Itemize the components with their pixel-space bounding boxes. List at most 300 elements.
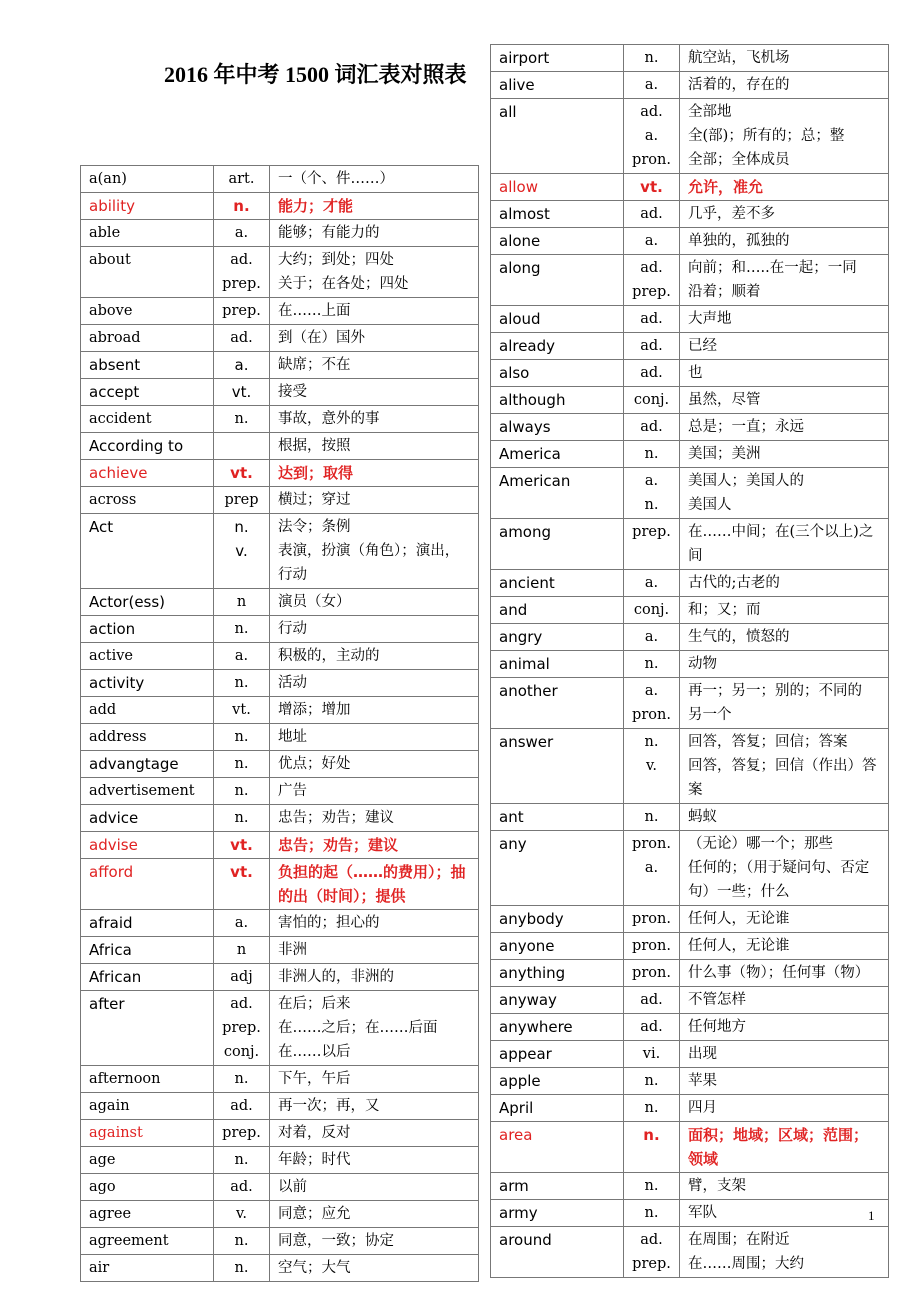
vocab-row — [81, 1201, 479, 1228]
vocab-row — [491, 1041, 889, 1068]
pos-cell — [624, 1173, 680, 1200]
meaning-cell: 也 — [680, 360, 889, 387]
meaning-cell: 四月 — [680, 1095, 889, 1122]
word-cell: aloud — [491, 306, 624, 333]
pos-cell — [624, 519, 680, 570]
pos-cell — [624, 831, 680, 906]
vocab-table-right-body — [491, 45, 889, 1278]
pos-label: n. — [644, 50, 659, 66]
meaning-cell: 向前；和…..在一起；一同 沿着；顺着 — [680, 255, 889, 306]
pos-cell — [214, 964, 270, 991]
meaning-cell: 行动 — [270, 616, 479, 643]
pos-label: conj. — [223, 1044, 260, 1060]
vocab-row — [81, 325, 479, 352]
word-cell: air — [81, 1255, 214, 1282]
meaning-cell: 同意；应允 — [270, 1201, 479, 1228]
word-cell: allow — [491, 174, 624, 201]
meaning-cell: 允许，准允 — [680, 174, 889, 201]
vocab-row — [491, 624, 889, 651]
meaning-cell: 忠告；劝告；建议 — [270, 805, 479, 832]
word-cell: achieve — [81, 460, 214, 487]
meaning-cell: 在周围；在附近 在……周围；大约 — [680, 1227, 889, 1278]
pos-label: a. — [644, 473, 659, 489]
meaning-cell: 回答，答复；回信；答案 回答，答复；回信（作出）答案 — [680, 729, 889, 804]
pos-label: n. — [644, 1100, 659, 1116]
word-cell: advertisement — [81, 778, 214, 805]
pos-label: ad. — [640, 419, 663, 435]
pos-cell — [214, 433, 270, 460]
meaning-cell: 缺席；不在 — [270, 352, 479, 379]
vocab-row — [81, 910, 479, 937]
pos-cell — [214, 724, 270, 751]
word-cell: along — [491, 255, 624, 306]
meaning-cell: 一（个、件……） — [270, 166, 479, 193]
word-cell: advice — [81, 805, 214, 832]
word-cell: answer — [491, 729, 624, 804]
pos-cell — [624, 1068, 680, 1095]
word-cell: around — [491, 1227, 624, 1278]
pos-cell — [214, 352, 270, 379]
pos-cell — [214, 670, 270, 697]
pos-label: v. — [235, 542, 248, 560]
pos-cell — [624, 306, 680, 333]
pos-label: n. — [644, 1178, 659, 1194]
meaning-cell: 苹果 — [680, 1068, 889, 1095]
pos-label: n. — [233, 197, 250, 215]
pos-cell — [214, 379, 270, 406]
pos-cell — [214, 325, 270, 352]
word-cell: ancient — [491, 570, 624, 597]
word-cell: already — [491, 333, 624, 360]
meaning-cell: 法令；条例 表演，扮演（角色）；演出，行动 — [270, 514, 479, 589]
word-cell: Act — [81, 514, 214, 589]
pos-label: ad. — [230, 996, 253, 1012]
pos-cell — [214, 1201, 270, 1228]
pos-cell — [624, 174, 680, 201]
word-cell: anyway — [491, 987, 624, 1014]
word-cell: address — [81, 724, 214, 751]
meaning-cell: 忠告；劝告；建议 — [270, 832, 479, 859]
meaning-cell: 生气的，愤怒的 — [680, 624, 889, 651]
vocab-row — [81, 166, 479, 193]
word-cell: and — [491, 597, 624, 624]
word-cell: army — [491, 1200, 624, 1227]
pos-cell — [214, 805, 270, 832]
meaning-cell: 演员（女） — [270, 589, 479, 616]
vocab-row — [81, 805, 479, 832]
word-cell: advise — [81, 832, 214, 859]
pos-label: vt. — [230, 863, 253, 881]
vocab-row — [81, 670, 479, 697]
word-cell: another — [491, 678, 624, 729]
pos-cell — [214, 1228, 270, 1255]
meaning-cell: 到（在）国外 — [270, 325, 479, 352]
vocab-row — [81, 1228, 479, 1255]
meaning-cell: 再一；另一；别的；不同的 另一个 — [680, 678, 889, 729]
pos-cell — [624, 360, 680, 387]
meaning-cell: 航空站，飞机场 — [680, 45, 889, 72]
pos-cell — [214, 1174, 270, 1201]
vocab-row — [81, 1120, 479, 1147]
word-cell: anybody — [491, 906, 624, 933]
vocab-row — [491, 99, 889, 174]
pos-label: ad. — [230, 1179, 253, 1195]
vocab-row — [81, 859, 479, 910]
word-cell: ability — [81, 193, 214, 220]
pos-cell — [624, 1122, 680, 1173]
meaning-cell: 不管怎样 — [680, 987, 889, 1014]
meaning-cell: 同意，一致；协定 — [270, 1228, 479, 1255]
pos-label: n. — [644, 656, 659, 672]
pos-cell — [214, 616, 270, 643]
vocab-row — [81, 964, 479, 991]
vocab-row — [491, 441, 889, 468]
word-cell: agree — [81, 1201, 214, 1228]
pos-cell — [214, 751, 270, 778]
pos-cell — [624, 414, 680, 441]
pos-cell — [624, 1095, 680, 1122]
pos-cell — [214, 1255, 270, 1282]
vocab-row — [81, 193, 479, 220]
meaning-cell: 横过；穿过 — [270, 487, 479, 514]
word-cell: area — [491, 1122, 624, 1173]
meaning-cell: 害怕的；担心的 — [270, 910, 479, 937]
pos-label: pron. — [632, 938, 671, 954]
word-cell: alive — [491, 72, 624, 99]
pos-cell — [624, 387, 680, 414]
pos-cell — [624, 255, 680, 306]
meaning-cell: 在……上面 — [270, 298, 479, 325]
pos-label: ad. — [640, 206, 663, 222]
pos-label: n. — [234, 1233, 249, 1249]
word-cell: again — [81, 1093, 214, 1120]
pos-label: a. — [644, 860, 659, 876]
vocab-row — [81, 697, 479, 724]
vocab-row — [81, 937, 479, 964]
pos-cell — [624, 729, 680, 804]
vocab-table-right — [490, 44, 889, 1278]
vocab-row — [491, 72, 889, 99]
word-cell: appear — [491, 1041, 624, 1068]
pos-label: ad. — [230, 252, 253, 268]
meaning-cell: 动物 — [680, 651, 889, 678]
pos-label: a. — [644, 629, 659, 645]
meaning-cell: 任何人，无论谁 — [680, 906, 889, 933]
pos-label: a. — [644, 233, 659, 249]
word-cell: after — [81, 991, 214, 1066]
meaning-cell: 任何地方 — [680, 1014, 889, 1041]
pos-label: prep. — [222, 1125, 261, 1141]
page-number: 1 — [868, 1208, 875, 1223]
pos-label: vt. — [232, 702, 251, 718]
vocab-row — [81, 589, 479, 616]
word-cell: among — [491, 519, 624, 570]
meaning-cell: 地址 — [270, 724, 479, 751]
vocab-row — [81, 1093, 479, 1120]
word-cell: anywhere — [491, 1014, 624, 1041]
word-cell: also — [491, 360, 624, 387]
vocab-row — [491, 651, 889, 678]
pos-label: a. — [234, 915, 249, 931]
pos-label — [216, 434, 267, 458]
pos-label: n. — [234, 1152, 249, 1168]
meaning-cell: 根据，按照 — [270, 433, 479, 460]
pos-cell — [624, 651, 680, 678]
pos-cell — [214, 487, 270, 514]
pos-label: art. — [228, 171, 255, 187]
pos-cell — [214, 406, 270, 433]
pos-label: n. — [644, 446, 659, 462]
pos-label: ad. — [640, 1019, 663, 1035]
meaning-cell: 大约；到处；四处 关于；在各处；四处 — [270, 247, 479, 298]
meaning-cell: 非洲 — [270, 937, 479, 964]
pos-label: a. — [644, 128, 659, 144]
meaning-cell: 年龄；时代 — [270, 1147, 479, 1174]
pos-cell — [214, 778, 270, 805]
vocab-row — [81, 406, 479, 433]
vocab-row — [491, 933, 889, 960]
meaning-cell: 下午，午后 — [270, 1066, 479, 1093]
vocab-table-left-body — [81, 166, 479, 1282]
pos-label: adj — [230, 969, 253, 985]
pos-cell — [214, 643, 270, 670]
pos-cell — [214, 1093, 270, 1120]
pos-cell — [624, 45, 680, 72]
pos-label: prep. — [222, 303, 261, 319]
pos-label: ad. — [640, 992, 663, 1008]
meaning-cell: 蚂蚁 — [680, 804, 889, 831]
pos-label: n — [236, 594, 247, 610]
pos-cell — [214, 298, 270, 325]
word-cell: agreement — [81, 1228, 214, 1255]
pos-label: n. — [234, 1260, 249, 1276]
pos-cell — [214, 460, 270, 487]
pos-cell — [624, 228, 680, 255]
pos-cell — [214, 247, 270, 298]
pos-cell — [624, 1227, 680, 1278]
vocab-row — [81, 514, 479, 589]
pos-cell — [624, 570, 680, 597]
pos-label: vt. — [230, 836, 253, 854]
vocab-row — [491, 45, 889, 72]
meaning-cell: 大声地 — [680, 306, 889, 333]
meaning-cell: 积极的，主动的 — [270, 643, 479, 670]
pos-cell — [214, 589, 270, 616]
vocab-row — [491, 306, 889, 333]
vocab-row — [491, 804, 889, 831]
word-cell: airport — [491, 45, 624, 72]
vocab-row — [81, 832, 479, 859]
pos-cell — [624, 906, 680, 933]
vocab-row — [491, 468, 889, 519]
meaning-cell: 接受 — [270, 379, 479, 406]
vocab-row — [491, 228, 889, 255]
pos-label: vt. — [640, 178, 663, 196]
word-cell: According to — [81, 433, 214, 460]
vocab-row — [491, 570, 889, 597]
vocab-row — [81, 220, 479, 247]
pos-cell — [214, 166, 270, 193]
meaning-cell: 事故，意外的事 — [270, 406, 479, 433]
pos-label: ad. — [640, 104, 663, 120]
vocab-row — [491, 831, 889, 906]
meaning-cell: 对着，反对 — [270, 1120, 479, 1147]
word-cell: about — [81, 247, 214, 298]
pos-label: n. — [644, 734, 659, 750]
meaning-cell: 能够；有能力的 — [270, 220, 479, 247]
vocab-row — [81, 460, 479, 487]
word-cell: although — [491, 387, 624, 414]
vocab-row — [491, 678, 889, 729]
pos-label: ad. — [640, 365, 663, 381]
pos-label: prep. — [222, 276, 261, 292]
meaning-cell: 活动 — [270, 670, 479, 697]
vocab-row — [81, 778, 479, 805]
vocab-row — [491, 201, 889, 228]
page-title: 2016 年中考 1500 词汇表对照表 — [164, 62, 467, 87]
meaning-cell: 非洲人的，非洲的 — [270, 964, 479, 991]
word-cell: accident — [81, 406, 214, 433]
word-cell: any — [491, 831, 624, 906]
pos-cell — [624, 933, 680, 960]
word-cell: afternoon — [81, 1066, 214, 1093]
meaning-cell: （无论）哪一个；那些 任何的；（用于疑问句、否定句）一些；什么 — [680, 831, 889, 906]
word-cell: accept — [81, 379, 214, 406]
pos-label: a. — [234, 225, 249, 241]
meaning-cell: 古代的;古老的 — [680, 570, 889, 597]
pos-cell — [214, 220, 270, 247]
pos-label: ad. — [640, 1232, 663, 1248]
pos-label: ad. — [640, 311, 663, 327]
meaning-cell: 美国人；美国人的 美国人 — [680, 468, 889, 519]
vocab-row — [491, 1068, 889, 1095]
pos-cell — [624, 99, 680, 174]
vocab-row — [491, 1200, 889, 1227]
vocab-row — [81, 433, 479, 460]
pos-label: n. — [644, 1073, 659, 1089]
pos-label: n. — [234, 518, 249, 536]
vocab-row — [491, 333, 889, 360]
pos-label: prep. — [632, 284, 671, 300]
pos-label: prep. — [632, 524, 671, 540]
meaning-cell: 负担的起（……的费用）；抽的出（时间）；提供 — [270, 859, 479, 910]
pos-label: prep. — [632, 1256, 671, 1272]
pos-cell — [214, 514, 270, 589]
meaning-cell: 臂，支架 — [680, 1173, 889, 1200]
meaning-cell: 全部地 全(部)；所有的；总；整 全部；全体成员 — [680, 99, 889, 174]
vocab-row — [491, 387, 889, 414]
pos-label: pron. — [632, 707, 671, 723]
word-cell: afford — [81, 859, 214, 910]
pos-cell — [214, 193, 270, 220]
vocab-row — [81, 487, 479, 514]
meaning-cell: 任何人，无论谁 — [680, 933, 889, 960]
vocab-row — [491, 1014, 889, 1041]
pos-label: n. — [234, 810, 249, 826]
vocab-row — [491, 519, 889, 570]
pos-cell — [624, 678, 680, 729]
pos-label: n. — [234, 675, 249, 691]
pos-cell — [214, 991, 270, 1066]
pos-label: n. — [234, 621, 249, 637]
word-cell: ago — [81, 1174, 214, 1201]
vocab-row — [81, 616, 479, 643]
pos-cell — [624, 987, 680, 1014]
vocab-row — [491, 1227, 889, 1278]
pos-label: a. — [644, 77, 659, 93]
meaning-cell: 什么事（物）；任何事（物） — [680, 960, 889, 987]
vocab-table-left — [80, 165, 479, 1282]
word-cell: angry — [491, 624, 624, 651]
vocab-row — [81, 352, 479, 379]
word-cell: active — [81, 643, 214, 670]
pos-label: n. — [644, 497, 659, 513]
vocab-row — [491, 960, 889, 987]
word-cell: almost — [491, 201, 624, 228]
word-cell: animal — [491, 651, 624, 678]
vocab-row — [491, 360, 889, 387]
pos-cell — [214, 832, 270, 859]
pos-cell — [624, 441, 680, 468]
vocab-row — [81, 1147, 479, 1174]
meaning-cell: 空气；大气 — [270, 1255, 479, 1282]
word-cell: advangtage — [81, 751, 214, 778]
pos-label: n — [236, 942, 247, 958]
pos-label: conj. — [633, 392, 670, 408]
vocab-row — [81, 247, 479, 298]
word-cell: add — [81, 697, 214, 724]
pos-label: a. — [234, 356, 249, 374]
word-cell: activity — [81, 670, 214, 697]
pos-cell — [624, 201, 680, 228]
pos-label: a. — [644, 683, 659, 699]
meaning-cell: 美国；美洲 — [680, 441, 889, 468]
vocab-row — [81, 1255, 479, 1282]
word-cell: above — [81, 298, 214, 325]
word-cell: America — [491, 441, 624, 468]
meaning-cell: 以前 — [270, 1174, 479, 1201]
meaning-cell: 广告 — [270, 778, 479, 805]
pos-cell — [624, 804, 680, 831]
pos-cell — [624, 72, 680, 99]
pos-cell — [624, 597, 680, 624]
pos-label: conj. — [633, 602, 670, 618]
meaning-cell: 出现 — [680, 1041, 889, 1068]
pos-cell — [214, 697, 270, 724]
word-cell: age — [81, 1147, 214, 1174]
word-cell: abroad — [81, 325, 214, 352]
pos-label: prep — [224, 492, 259, 508]
pos-cell — [624, 1200, 680, 1227]
word-cell: ant — [491, 804, 624, 831]
pos-label: a. — [234, 648, 249, 664]
vocab-row — [81, 298, 479, 325]
word-cell: always — [491, 414, 624, 441]
word-cell: Africa — [81, 937, 214, 964]
vocab-row — [491, 1122, 889, 1173]
meaning-cell: 几乎，差不多 — [680, 201, 889, 228]
pos-label: n. — [234, 1071, 249, 1087]
word-cell: against — [81, 1120, 214, 1147]
word-cell: American — [491, 468, 624, 519]
pos-label: ad. — [640, 338, 663, 354]
word-cell: a(an) — [81, 166, 214, 193]
vocab-row — [81, 724, 479, 751]
pos-cell — [214, 1120, 270, 1147]
meaning-cell: 总是；一直；永远 — [680, 414, 889, 441]
word-cell: anyone — [491, 933, 624, 960]
pos-cell — [624, 1041, 680, 1068]
